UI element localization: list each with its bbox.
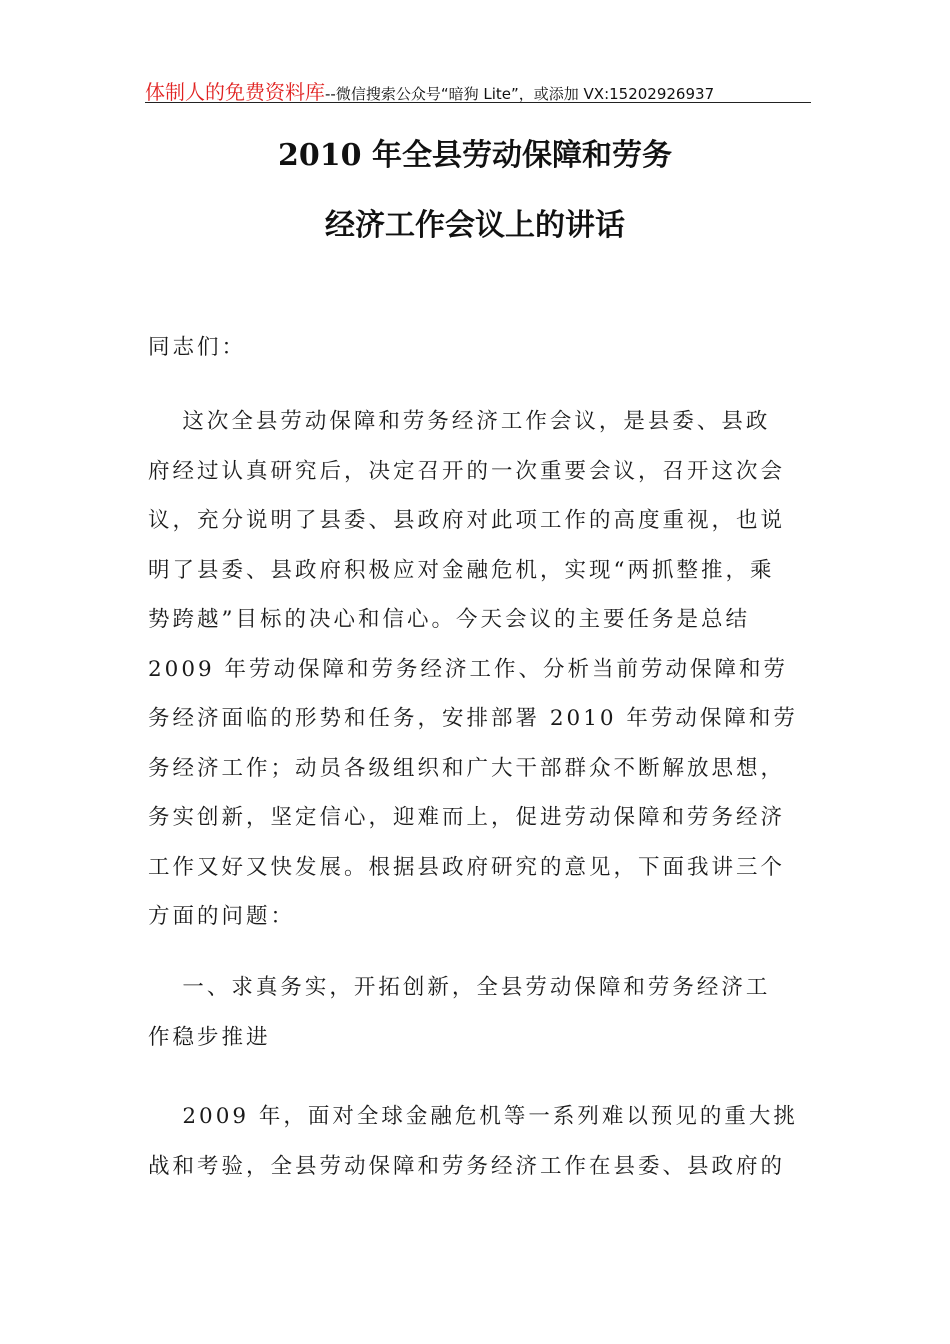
text-line: 方面的问题： (148, 904, 296, 929)
header-note: --微信搜索公众号“暗狗 Lite”，或添加 VX:15202926937 (325, 85, 715, 103)
paragraph-intro (148, 397, 814, 942)
text-line: 2009 年，面对全球金融危机等一系列难以预见的重大挑 (148, 1104, 798, 1129)
text-line: 2009 年劳动保障和劳务经济工作、分析当前劳动保障和劳 (148, 656, 789, 682)
text-line: 这次全县劳动保障和劳务经济工作会议，是县委、县政 (148, 409, 771, 434)
text-line: 府经过认真研究后，决定召开的一次重要会议，召开这次会 (148, 458, 786, 484)
text-line: 一、求真务实，开拓创新，全县劳动保障和劳务经济工 (148, 975, 771, 1000)
document-title-line-2: 经济工作会议上的讲话 (325, 208, 625, 243)
text-line: 势跨越”目标的决心和信心。今天会议的主要任务是总结 (148, 607, 750, 632)
text-line: 务经济工作；动员各级组织和广大干部群众不断解放思想， (148, 755, 786, 781)
text-line: 议，充分说明了县委、县政府对此项工作的高度重视，也说 (148, 508, 786, 533)
header-brand: 体制人的免费资料库 (145, 80, 325, 104)
text-line: 工作又好又快发展。根据县政府研究的意见，下面我讲三个 (148, 854, 786, 880)
page-header (145, 76, 811, 103)
text-line: 务实创新，坚定信心，迎难而上，促进劳动保障和劳务经济 (148, 805, 786, 830)
text-line: 务经济面临的形势和任务，安排部署 2010 年劳动保障和劳 (148, 706, 798, 731)
text-line: 明了县委、县政府积极应对金融危机，实现“两抓整推，乘 (148, 557, 775, 583)
paragraph-2009 (148, 1092, 814, 1192)
greeting: 同志们： (148, 335, 247, 360)
text-line: 战和考验，全县劳动保障和劳务经济工作在县委、县政府的 (148, 1154, 786, 1179)
text-line: 作稳步推进 (148, 1025, 271, 1050)
section-heading-1 (148, 963, 814, 1063)
document-title-line-1: 2010 年全县劳动保障和劳务 (278, 138, 672, 173)
